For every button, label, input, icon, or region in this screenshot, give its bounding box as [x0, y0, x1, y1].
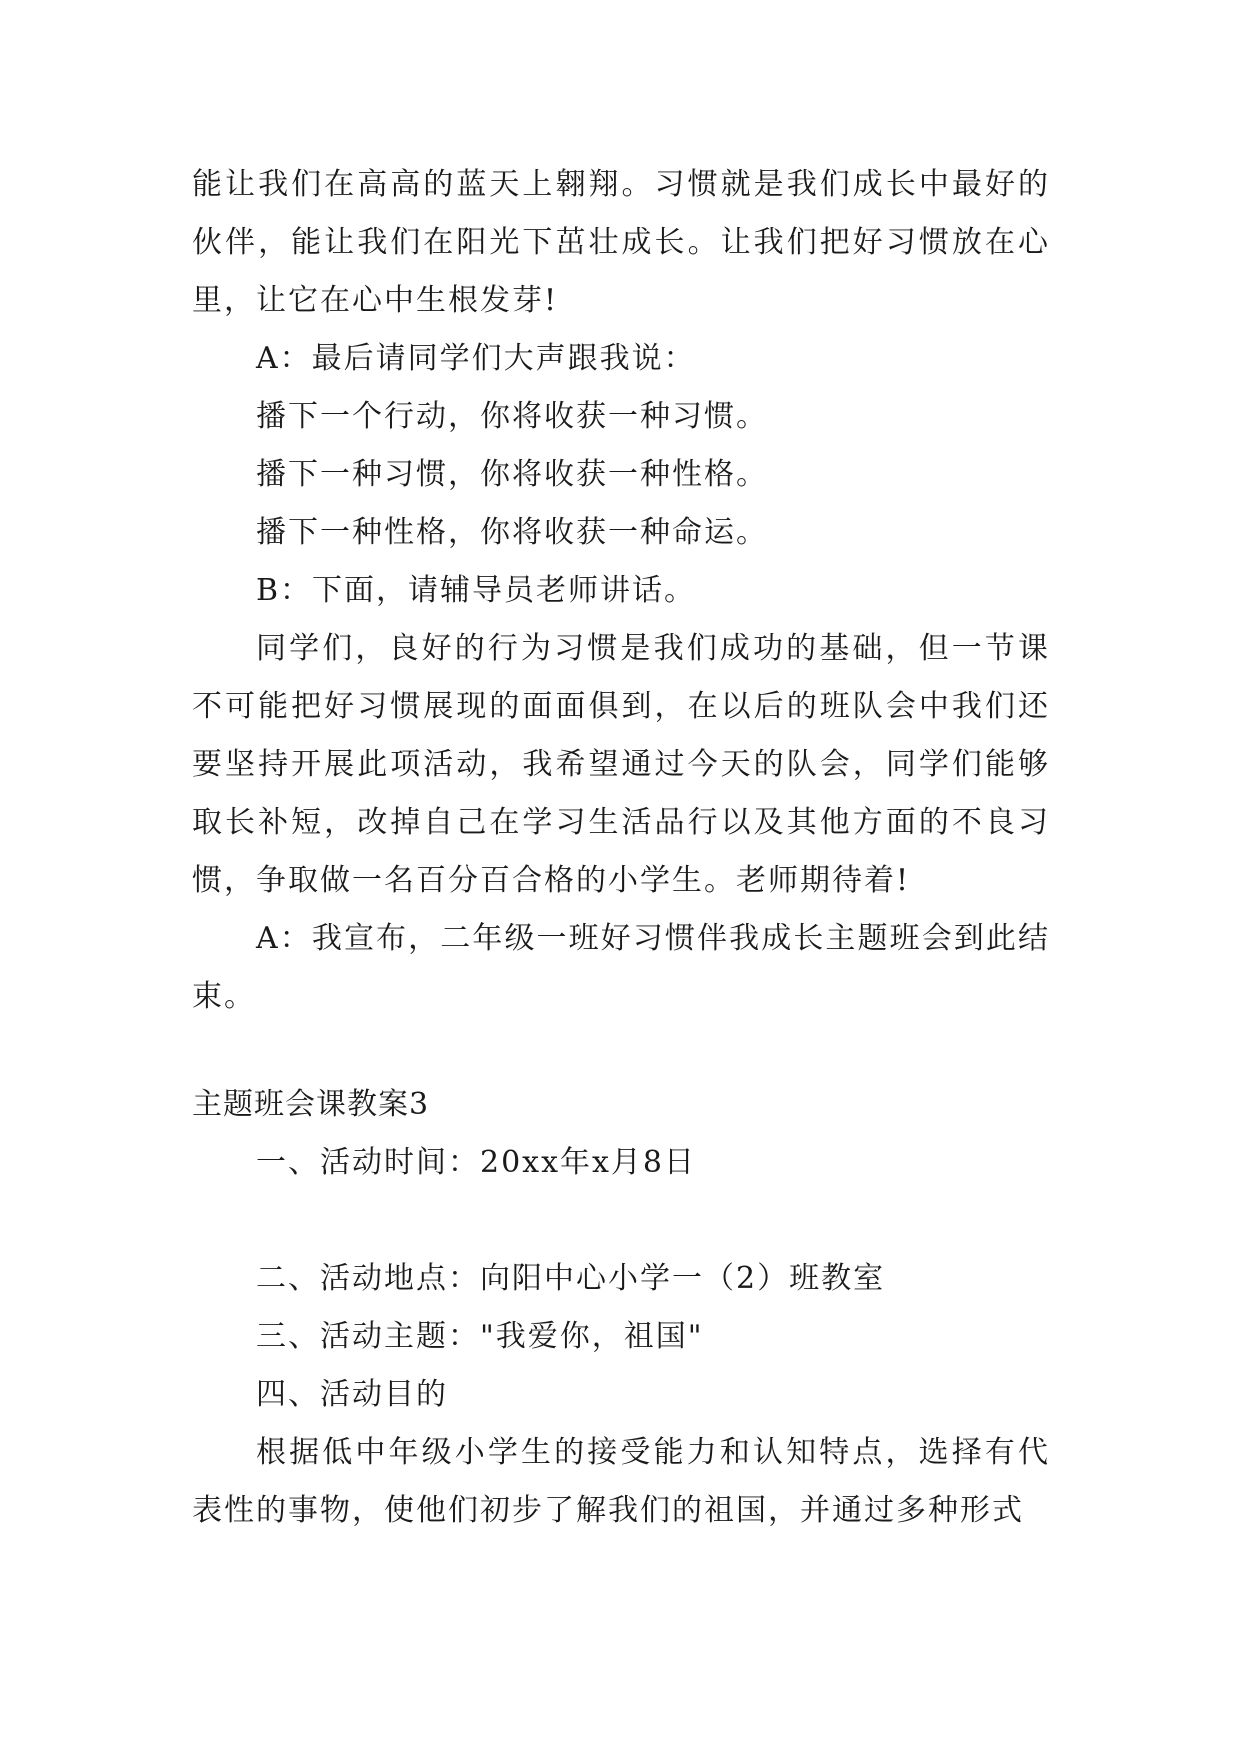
- paragraph-host-b: B：下面，请辅导员老师讲话。: [256, 573, 697, 608]
- document-body: [192, 156, 1050, 1540]
- item-activity-time: 一、活动时间：20xx年x月8日: [256, 1145, 697, 1180]
- paragraph-teacher-speech: 同学们，良好的行为习惯是我们成功的基础，但一节课不可能把好习惯展现的面面俱到，在以后的班队会中我们还要坚持开展此项活动，我希望通过今天的队会，同学们能够取长补短，改掉自己在学习生活品行以及其他方面的不良习惯，争取做一名百分百合格的小学生。老师期待着!: [192, 631, 1050, 898]
- paragraph-motto-3: 播下一种性格，你将收获一种命运。: [256, 515, 768, 550]
- paragraph-purpose-text: 根据低中年级小学生的接受能力和认知特点，选择有代表性的事物，使他们初步了解我们的祖国，并通过多种形式: [192, 1435, 1050, 1528]
- section-title: 主题班会课教案3: [192, 1087, 430, 1122]
- paragraph-closing-lines: 能让我们在高高的蓝天上翱翔。习惯就是我们成长中最好的伙伴，能让我们在阳光下茁壮成长。让我们把好习惯放在心里，让它在心中生根发芽!: [192, 167, 1050, 318]
- paragraph-motto-1: 播下一个行动，你将收获一种习惯。: [256, 399, 768, 434]
- item-activity-purpose: 四、活动目的: [256, 1377, 448, 1412]
- paragraph-host-a-invite: A：最后请同学们大声跟我说：: [256, 341, 696, 376]
- item-activity-theme: 三、活动主题："我爱你，祖国": [256, 1319, 704, 1354]
- item-activity-location: 二、活动地点：向阳中心小学一（2）班教室: [256, 1261, 886, 1296]
- paragraph-motto-2: 播下一种习惯，你将收获一种性格。: [256, 457, 768, 492]
- paragraph-host-a-closing: A：我宣布，二年级一班好习惯伴我成长主题班会到此结束。: [192, 921, 1050, 1014]
